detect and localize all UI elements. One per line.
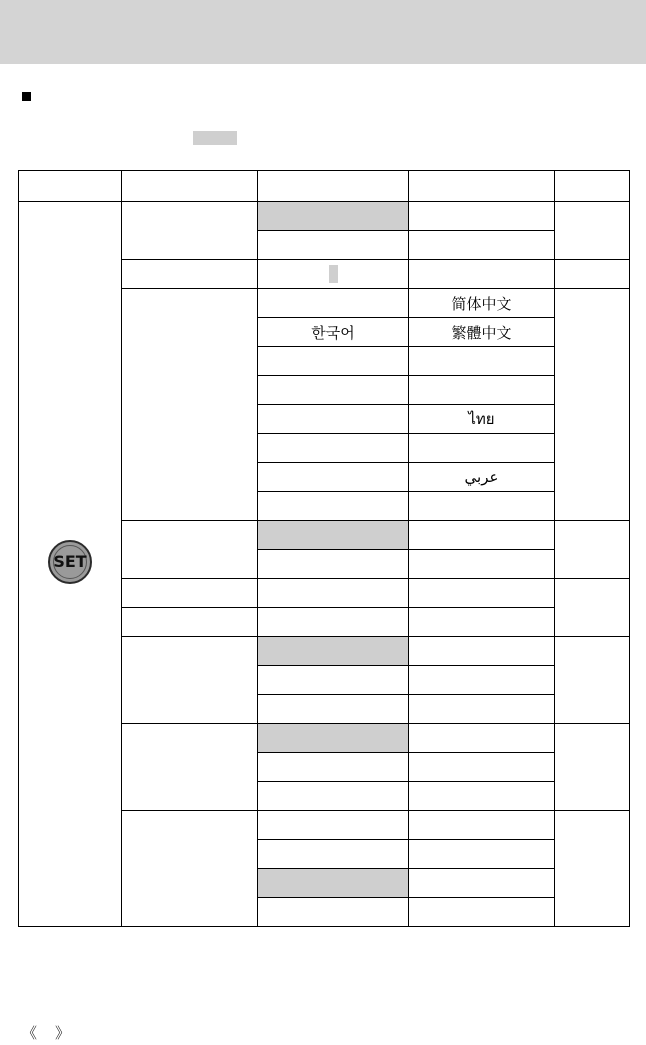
menu-table-wrapper [18,170,630,927]
option-cell [409,202,555,231]
option-cell [409,840,555,869]
option-cell [258,492,409,521]
option-cell [258,695,409,724]
page-nav [22,1022,88,1043]
menu-item-cell [122,608,258,637]
option-cell: عربي [409,463,555,492]
option-cell-default [258,202,409,231]
option-cell [409,753,555,782]
option-cell [409,550,555,579]
option-cell [258,260,409,289]
menu-table [18,170,630,927]
option-cell [409,347,555,376]
header-cell [122,171,258,202]
option-cell [409,782,555,811]
option-cell [258,666,409,695]
option-cell-default [258,724,409,753]
option-cell [258,753,409,782]
menu-item-cell [122,637,258,724]
page-cell [555,811,630,927]
option-cell [258,840,409,869]
option-cell-default [258,521,409,550]
page-next-mark: 》 [55,1025,71,1042]
option-cell [258,347,409,376]
option-cell [409,898,555,927]
header-cell [555,171,630,202]
page-cell [555,289,630,521]
option-cell [258,231,409,260]
set-icon: SET [48,540,92,584]
table-row [19,202,630,231]
option-cell [258,579,409,608]
option-cell [409,434,555,463]
option-cell [258,376,409,405]
option-cell [409,260,555,289]
option-cell: ไทย [409,405,555,434]
option-cell [409,724,555,753]
page-prev-mark: 《 [22,1025,38,1042]
option-cell [258,405,409,434]
header-cell [258,171,409,202]
option-cell [258,289,409,318]
option-cell [409,579,555,608]
default-setting-swatch [193,131,237,145]
option-cell [409,811,555,840]
page-cell [555,202,630,260]
menu-item-cell [122,202,258,260]
menu-item-cell [122,579,258,608]
table-header-row [19,171,630,202]
option-cell: 繁體中文 [409,318,555,347]
page-cell [555,637,630,724]
menu-item-cell [122,811,258,927]
option-cell [409,666,555,695]
option-cell [409,492,555,521]
option-cell [258,550,409,579]
option-cell-default [258,637,409,666]
option-cell [258,463,409,492]
option-cell: 简体中文 [409,289,555,318]
option-cell-default [258,869,409,898]
option-cell [258,898,409,927]
option-cell [258,434,409,463]
page-cell [555,260,630,289]
menu-item-cell [122,260,258,289]
menu-item-cell [122,724,258,811]
menu-item-language-cell [122,289,258,521]
page-cell [555,521,630,579]
default-marker [329,265,338,283]
menu-item-cell [122,521,258,579]
option-cell [409,376,555,405]
option-cell [409,695,555,724]
option-cell [409,521,555,550]
option-cell [409,231,555,260]
header-bar [0,0,646,64]
set-tab-cell [19,202,122,927]
option-cell [258,811,409,840]
header-cell [409,171,555,202]
page-cell [555,579,630,637]
option-cell [258,782,409,811]
option-cell [409,608,555,637]
option-cell [258,608,409,637]
header-cell [19,171,122,202]
bullet-marker [22,92,31,101]
page-cell [555,724,630,811]
option-cell [409,637,555,666]
option-cell: 한국어 [258,318,409,347]
option-cell [409,869,555,898]
